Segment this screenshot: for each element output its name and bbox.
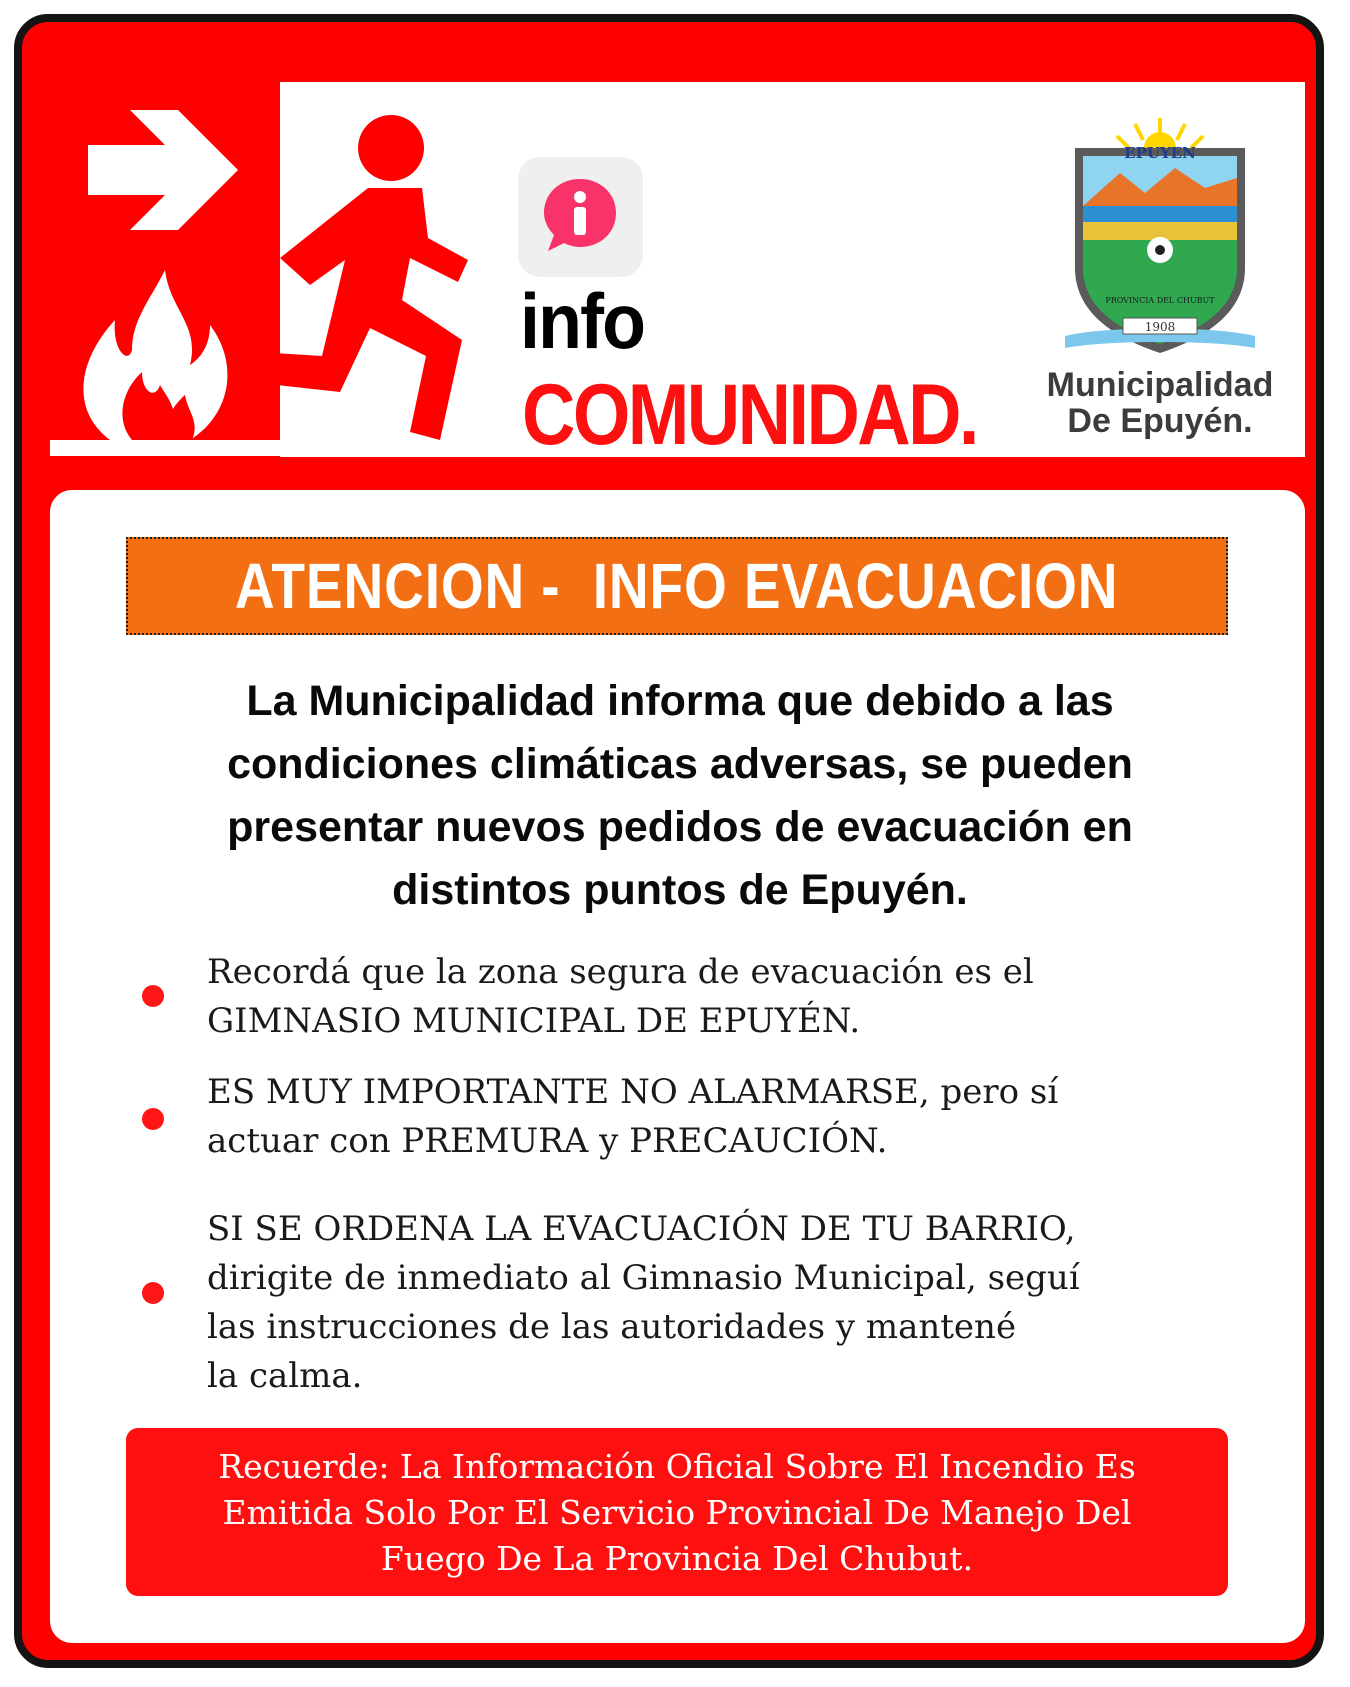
municipality-name [1035, 368, 1285, 439]
municipal-crest-icon [1065, 118, 1255, 368]
official-info-notice [126, 1428, 1228, 1596]
list-item-line: SI SE ORDENA LA EVACUACIÓN DE TU BARRIO, [207, 1209, 1076, 1249]
list-item-line: Recordá que la zona segura de evacuación es el [207, 952, 1034, 992]
crest-top-text: EPUYEN [1124, 144, 1196, 162]
info-chat-icon [540, 175, 620, 255]
crest-year: 1908 [1144, 320, 1176, 334]
bullet-dot [142, 1108, 164, 1130]
list-item-line: la calma. [207, 1356, 363, 1396]
notice-line: Emitida Solo Por El Servicio Provincial De Manejo Del [222, 1493, 1132, 1532]
info-chat-badge [518, 157, 643, 277]
intro-line: distintos puntos de Epuyén. [392, 866, 968, 914]
list-item-line: dirigite de inmediato al Gimnasio Municipal, seguí [207, 1258, 1080, 1298]
notice-line: Recuerde: La Información Oficial Sobre El Incendio Es [218, 1447, 1136, 1486]
intro-line: La Municipalidad informa que debido a las [246, 677, 1114, 725]
fire-icon [83, 270, 227, 440]
notice-line: Fuego De La Provincia Del Chubut. [380, 1539, 974, 1578]
bullet-dot [142, 985, 164, 1007]
info-word: info [520, 277, 645, 365]
municipality-line-2: De Epuyén. [1067, 401, 1253, 440]
list-item-line: actuar con PREMURA y PRECAUCIÓN. [207, 1121, 888, 1161]
exit-arrow-icon [88, 110, 238, 230]
crest-ribbon-text: PROVINCIA DEL CHUBUT [1105, 296, 1215, 305]
attention-banner [126, 537, 1228, 635]
intro-line: presentar nuevos pedidos de evacuación en [227, 803, 1133, 851]
list-item [207, 1068, 1217, 1166]
bullet-dot [142, 1282, 164, 1304]
running-person-icon [250, 115, 468, 440]
comunidad-title: COMUNIDAD. [522, 367, 977, 463]
list-item-line: las instrucciones de las autoridades y mantené [207, 1307, 1017, 1347]
list-item [207, 1205, 1217, 1401]
attention-banner-text: ATENCION - INFO EVACUACION [235, 550, 1119, 622]
list-item [207, 948, 1217, 1046]
municipality-line-1: Municipalidad [1046, 366, 1274, 404]
intro-paragraph [150, 670, 1210, 922]
list-item-line: GIMNASIO MUNICIPAL DE EPUYÉN. [207, 1001, 861, 1041]
intro-line: condiciones climáticas adversas, se pueden [227, 740, 1133, 788]
exit-sign [70, 110, 510, 450]
list-item-line: ES MUY IMPORTANTE NO ALARMARSE, pero sí [207, 1072, 1059, 1112]
